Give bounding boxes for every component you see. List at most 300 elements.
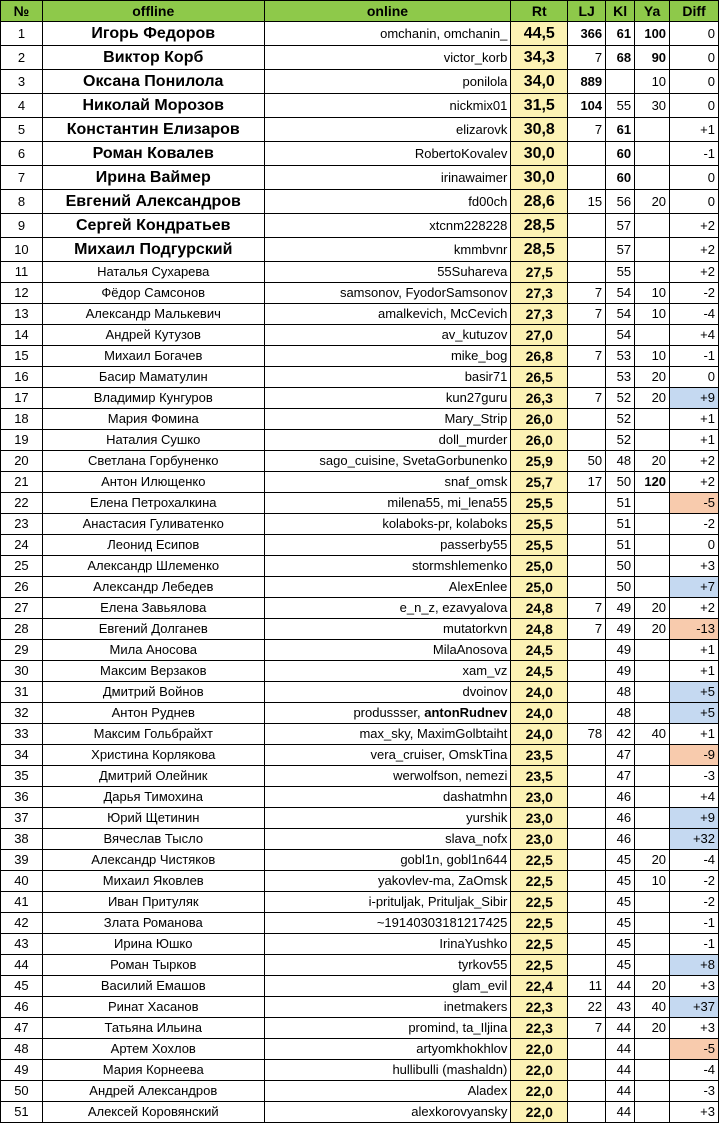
- cell-online-nick: amalkevich, McCevich: [264, 304, 511, 325]
- cell-kl: [606, 70, 635, 94]
- cell-online-nick: passerby55: [264, 535, 511, 556]
- cell-num: 45: [1, 976, 43, 997]
- cell-ya: [635, 808, 670, 829]
- cell-diff: -5: [670, 493, 719, 514]
- cell-rt: 30,8: [511, 118, 568, 142]
- table-row: [1, 238, 719, 262]
- cell-rt: 34,0: [511, 70, 568, 94]
- cell-rt: 22,5: [511, 850, 568, 871]
- cell-ya: [635, 556, 670, 577]
- table-row: [1, 955, 719, 976]
- cell-diff: +3: [670, 1018, 719, 1039]
- cell-online-nick: alexkorovyansky: [264, 1102, 511, 1123]
- cell-ya: [635, 214, 670, 238]
- cell-ya: 10: [635, 70, 670, 94]
- cell-diff: +1: [670, 640, 719, 661]
- cell-diff: 0: [670, 22, 719, 46]
- cell-lj: [568, 1039, 606, 1060]
- cell-diff: +1: [670, 724, 719, 745]
- cell-offline-name: Оксана Понилола: [42, 70, 264, 94]
- cell-offline-name: Игорь Федоров: [42, 22, 264, 46]
- cell-num: 42: [1, 913, 43, 934]
- cell-num: 26: [1, 577, 43, 598]
- cell-rt: 27,3: [511, 283, 568, 304]
- cell-ya: 10: [635, 283, 670, 304]
- cell-online-nick: basir71: [264, 367, 511, 388]
- cell-ya: [635, 262, 670, 283]
- cell-offline-name: Ирина Ваймер: [42, 166, 264, 190]
- cell-num: 32: [1, 703, 43, 724]
- cell-offline-name: Евгений Долганев: [42, 619, 264, 640]
- cell-kl: 45: [606, 955, 635, 976]
- cell-online-nick: [264, 703, 511, 724]
- cell-rt: 28,6: [511, 190, 568, 214]
- cell-offline-name: Михаил Подгурский: [42, 238, 264, 262]
- cell-lj: [568, 703, 606, 724]
- cell-offline-name: Наталья Сухарева: [42, 262, 264, 283]
- cell-kl: 43: [606, 997, 635, 1018]
- cell-rt: 22,3: [511, 1018, 568, 1039]
- table-row: [1, 451, 719, 472]
- cell-online-nick: Aladex: [264, 1081, 511, 1102]
- cell-offline-name: Мария Корнеева: [42, 1060, 264, 1081]
- table-row: [1, 598, 719, 619]
- cell-online-nick: mike_bog: [264, 346, 511, 367]
- cell-offline-name: Дмитрий Войнов: [42, 682, 264, 703]
- cell-lj: [568, 955, 606, 976]
- cell-online-nick: MilaAnosova: [264, 640, 511, 661]
- cell-num: 35: [1, 766, 43, 787]
- table-row: [1, 46, 719, 70]
- header-num: №: [1, 1, 43, 22]
- cell-rt: 25,7: [511, 472, 568, 493]
- cell-ya: 120: [635, 472, 670, 493]
- cell-rt: 25,5: [511, 493, 568, 514]
- cell-kl: 57: [606, 214, 635, 238]
- cell-lj: [568, 142, 606, 166]
- header-lj: LJ: [568, 1, 606, 22]
- cell-offline-name: Фёдор Самсонов: [42, 283, 264, 304]
- cell-num: 25: [1, 556, 43, 577]
- table-row: [1, 787, 719, 808]
- cell-online-nick: av_kutuzov: [264, 325, 511, 346]
- cell-num: 49: [1, 1060, 43, 1081]
- cell-online-nick: ~19140303181217425: [264, 913, 511, 934]
- table-row: [1, 142, 719, 166]
- cell-online-nick: artyomkhokhlov: [264, 1039, 511, 1060]
- cell-num: 16: [1, 367, 43, 388]
- table-row: [1, 1039, 719, 1060]
- cell-num: 5: [1, 118, 43, 142]
- cell-online-nick: werwolfson, nemezi: [264, 766, 511, 787]
- cell-num: 12: [1, 283, 43, 304]
- cell-online-nick: e_n_z, ezavyalova: [264, 598, 511, 619]
- cell-rt: 22,0: [511, 1039, 568, 1060]
- cell-lj: [568, 787, 606, 808]
- cell-ya: 20: [635, 388, 670, 409]
- cell-lj: 15: [568, 190, 606, 214]
- cell-lj: [568, 514, 606, 535]
- cell-rt: 22,0: [511, 1081, 568, 1102]
- header-online: online: [264, 1, 511, 22]
- cell-ya: [635, 1102, 670, 1123]
- cell-online-nick: xam_vz: [264, 661, 511, 682]
- cell-rt: 25,5: [511, 535, 568, 556]
- cell-offline-name: Дмитрий Олейник: [42, 766, 264, 787]
- cell-diff: +9: [670, 388, 719, 409]
- table-row: [1, 766, 719, 787]
- cell-lj: 22: [568, 997, 606, 1018]
- cell-kl: 46: [606, 808, 635, 829]
- table-row: [1, 535, 719, 556]
- cell-online-nick: dvoinov: [264, 682, 511, 703]
- cell-rt: 24,5: [511, 661, 568, 682]
- cell-lj: [568, 325, 606, 346]
- cell-lj: [568, 871, 606, 892]
- cell-online-nick: fd00ch: [264, 190, 511, 214]
- cell-lj: [568, 430, 606, 451]
- online-nick-bold-part: antonRudnev: [424, 705, 508, 720]
- table-row: [1, 1081, 719, 1102]
- cell-ya: 20: [635, 619, 670, 640]
- cell-ya: [635, 766, 670, 787]
- cell-rt: 24,8: [511, 598, 568, 619]
- cell-num: 44: [1, 955, 43, 976]
- cell-offline-name: Мария Фомина: [42, 409, 264, 430]
- table-row: [1, 871, 719, 892]
- table-row: [1, 214, 719, 238]
- cell-lj: 7: [568, 304, 606, 325]
- cell-ya: [635, 430, 670, 451]
- table-row: [1, 1102, 719, 1123]
- cell-lj: [568, 850, 606, 871]
- cell-diff: -2: [670, 283, 719, 304]
- cell-offline-name: Максим Гольбрайхт: [42, 724, 264, 745]
- cell-offline-name: Вячеслав Тысло: [42, 829, 264, 850]
- cell-kl: 49: [606, 640, 635, 661]
- cell-rt: 23,5: [511, 766, 568, 787]
- cell-online-nick: stormshlemenko: [264, 556, 511, 577]
- cell-ya: [635, 1039, 670, 1060]
- cell-online-nick: kmmbvnr: [264, 238, 511, 262]
- cell-lj: 7: [568, 46, 606, 70]
- cell-lj: [568, 829, 606, 850]
- table-row: [1, 850, 719, 871]
- cell-num: 14: [1, 325, 43, 346]
- cell-lj: 17: [568, 472, 606, 493]
- cell-online-nick: Mary_Strip: [264, 409, 511, 430]
- cell-kl: 50: [606, 577, 635, 598]
- cell-offline-name: Николай Морозов: [42, 94, 264, 118]
- cell-ya: [635, 118, 670, 142]
- cell-rt: 30,0: [511, 166, 568, 190]
- cell-num: 40: [1, 871, 43, 892]
- cell-ya: 20: [635, 850, 670, 871]
- cell-kl: 49: [606, 598, 635, 619]
- cell-kl: 51: [606, 514, 635, 535]
- cell-kl: 44: [606, 1039, 635, 1060]
- cell-online-nick: gobl1n, gobl1n644: [264, 850, 511, 871]
- cell-offline-name: Михаил Богачев: [42, 346, 264, 367]
- cell-num: 31: [1, 682, 43, 703]
- cell-ya: [635, 535, 670, 556]
- cell-online-nick: IrinaYushko: [264, 934, 511, 955]
- cell-kl: 44: [606, 1102, 635, 1123]
- cell-num: 27: [1, 598, 43, 619]
- cell-kl: 61: [606, 22, 635, 46]
- cell-rt: 25,0: [511, 577, 568, 598]
- cell-diff: +9: [670, 808, 719, 829]
- cell-lj: [568, 808, 606, 829]
- cell-online-nick: tyrkov55: [264, 955, 511, 976]
- cell-num: 50: [1, 1081, 43, 1102]
- cell-online-nick: promind, ta_Iljina: [264, 1018, 511, 1039]
- cell-ya: [635, 745, 670, 766]
- cell-num: 15: [1, 346, 43, 367]
- cell-ya: 10: [635, 871, 670, 892]
- cell-rt: 24,0: [511, 724, 568, 745]
- cell-kl: 55: [606, 262, 635, 283]
- table-row: [1, 22, 719, 46]
- cell-num: 29: [1, 640, 43, 661]
- cell-lj: 104: [568, 94, 606, 118]
- cell-online-nick: yurshik: [264, 808, 511, 829]
- cell-rt: 23,0: [511, 829, 568, 850]
- cell-rt: 30,0: [511, 142, 568, 166]
- cell-offline-name: Владимир Кунгуров: [42, 388, 264, 409]
- cell-diff: +2: [670, 262, 719, 283]
- table-row: [1, 976, 719, 997]
- cell-offline-name: Елена Завьялова: [42, 598, 264, 619]
- cell-num: 46: [1, 997, 43, 1018]
- cell-offline-name: Злата Романова: [42, 913, 264, 934]
- cell-num: 47: [1, 1018, 43, 1039]
- cell-rt: 26,5: [511, 367, 568, 388]
- table-row: [1, 745, 719, 766]
- cell-kl: 42: [606, 724, 635, 745]
- cell-diff: +2: [670, 214, 719, 238]
- cell-num: 4: [1, 94, 43, 118]
- cell-rt: 34,3: [511, 46, 568, 70]
- cell-ya: [635, 409, 670, 430]
- cell-offline-name: Леонид Есипов: [42, 535, 264, 556]
- table-row: [1, 892, 719, 913]
- cell-ya: 20: [635, 976, 670, 997]
- cell-lj: 7: [568, 346, 606, 367]
- cell-lj: 7: [568, 1018, 606, 1039]
- cell-kl: 44: [606, 1018, 635, 1039]
- cell-ya: [635, 787, 670, 808]
- table-row: [1, 430, 719, 451]
- cell-kl: 60: [606, 166, 635, 190]
- table-row: [1, 1018, 719, 1039]
- cell-online-nick: elizarovk: [264, 118, 511, 142]
- cell-offline-name: Константин Елизаров: [42, 118, 264, 142]
- cell-ya: 20: [635, 451, 670, 472]
- cell-ya: [635, 703, 670, 724]
- cell-lj: [568, 682, 606, 703]
- cell-lj: 50: [568, 451, 606, 472]
- cell-diff: -2: [670, 871, 719, 892]
- cell-diff: -1: [670, 142, 719, 166]
- table-row: [1, 346, 719, 367]
- cell-ya: [635, 892, 670, 913]
- table-row: [1, 913, 719, 934]
- cell-rt: 24,5: [511, 640, 568, 661]
- cell-rt: 22,5: [511, 913, 568, 934]
- cell-rt: 22,0: [511, 1060, 568, 1081]
- cell-ya: [635, 913, 670, 934]
- cell-online-nick: victor_korb: [264, 46, 511, 70]
- cell-num: 38: [1, 829, 43, 850]
- cell-offline-name: Юрий Щетинин: [42, 808, 264, 829]
- cell-offline-name: Анастасия Гуливатенко: [42, 514, 264, 535]
- cell-online-nick: max_sky, MaximGolbtaiht: [264, 724, 511, 745]
- cell-online-nick: doll_murder: [264, 430, 511, 451]
- table-row: [1, 997, 719, 1018]
- table-row: [1, 118, 719, 142]
- cell-online-nick: vera_cruiser, OmskTina: [264, 745, 511, 766]
- cell-kl: 57: [606, 238, 635, 262]
- cell-diff: -3: [670, 766, 719, 787]
- cell-kl: 61: [606, 118, 635, 142]
- cell-num: 19: [1, 430, 43, 451]
- cell-kl: 54: [606, 304, 635, 325]
- cell-kl: 47: [606, 766, 635, 787]
- cell-diff: +2: [670, 238, 719, 262]
- cell-ya: [635, 640, 670, 661]
- cell-num: 21: [1, 472, 43, 493]
- cell-ya: [635, 577, 670, 598]
- cell-diff: +5: [670, 703, 719, 724]
- cell-num: 22: [1, 493, 43, 514]
- table-row: [1, 640, 719, 661]
- cell-rt: 23,5: [511, 745, 568, 766]
- cell-kl: 52: [606, 430, 635, 451]
- table-row: [1, 556, 719, 577]
- cell-num: 8: [1, 190, 43, 214]
- cell-lj: [568, 577, 606, 598]
- cell-diff: +4: [670, 325, 719, 346]
- cell-lj: 7: [568, 598, 606, 619]
- cell-offline-name: Роман Тырков: [42, 955, 264, 976]
- cell-diff: +1: [670, 409, 719, 430]
- cell-lj: [568, 493, 606, 514]
- cell-offline-name: Мила Аносова: [42, 640, 264, 661]
- cell-online-nick: ponilola: [264, 70, 511, 94]
- cell-online-nick: snaf_omsk: [264, 472, 511, 493]
- cell-online-nick: sago_cuisine, SvetaGorbunenko: [264, 451, 511, 472]
- cell-ya: [635, 514, 670, 535]
- cell-offline-name: Александр Малькевич: [42, 304, 264, 325]
- cell-kl: 45: [606, 871, 635, 892]
- cell-diff: -2: [670, 892, 719, 913]
- cell-kl: 45: [606, 934, 635, 955]
- cell-num: 7: [1, 166, 43, 190]
- cell-ya: [635, 661, 670, 682]
- table-row: [1, 493, 719, 514]
- cell-offline-name: Евгений Александров: [42, 190, 264, 214]
- table-row: [1, 304, 719, 325]
- cell-lj: 7: [568, 619, 606, 640]
- cell-kl: 50: [606, 556, 635, 577]
- cell-ya: [635, 142, 670, 166]
- cell-num: 43: [1, 934, 43, 955]
- cell-num: 33: [1, 724, 43, 745]
- cell-lj: 7: [568, 283, 606, 304]
- cell-kl: 52: [606, 388, 635, 409]
- cell-lj: [568, 934, 606, 955]
- cell-ya: [635, 1081, 670, 1102]
- cell-diff: 0: [670, 166, 719, 190]
- cell-ya: [635, 934, 670, 955]
- cell-online-nick: glam_evil: [264, 976, 511, 997]
- cell-diff: +5: [670, 682, 719, 703]
- cell-diff: 0: [670, 94, 719, 118]
- cell-offline-name: Иван Притуляк: [42, 892, 264, 913]
- cell-ya: 40: [635, 997, 670, 1018]
- table-row: [1, 166, 719, 190]
- cell-diff: +3: [670, 556, 719, 577]
- cell-lj: 11: [568, 976, 606, 997]
- cell-num: 2: [1, 46, 43, 70]
- header-row: [1, 1, 719, 22]
- cell-rt: 23,0: [511, 787, 568, 808]
- cell-kl: 51: [606, 535, 635, 556]
- cell-lj: [568, 556, 606, 577]
- cell-online-nick: slava_nofx: [264, 829, 511, 850]
- cell-kl: 68: [606, 46, 635, 70]
- cell-online-nick: AlexEnlee: [264, 577, 511, 598]
- cell-lj: [568, 892, 606, 913]
- cell-offline-name: Христина Корлякова: [42, 745, 264, 766]
- cell-offline-name: Наталия Сушко: [42, 430, 264, 451]
- cell-offline-name: Василий Емашов: [42, 976, 264, 997]
- cell-rt: 44,5: [511, 22, 568, 46]
- table-row: [1, 325, 719, 346]
- cell-num: 39: [1, 850, 43, 871]
- cell-lj: [568, 1060, 606, 1081]
- cell-online-nick: kun27guru: [264, 388, 511, 409]
- cell-ya: 100: [635, 22, 670, 46]
- cell-kl: 49: [606, 661, 635, 682]
- cell-ya: 40: [635, 724, 670, 745]
- cell-num: 9: [1, 214, 43, 238]
- cell-lj: [568, 745, 606, 766]
- cell-kl: 60: [606, 142, 635, 166]
- cell-offline-name: Дарья Тимохина: [42, 787, 264, 808]
- cell-num: 48: [1, 1039, 43, 1060]
- cell-ya: [635, 166, 670, 190]
- cell-kl: 46: [606, 829, 635, 850]
- cell-rt: 24,8: [511, 619, 568, 640]
- table-row: [1, 409, 719, 430]
- cell-kl: 56: [606, 190, 635, 214]
- cell-diff: 0: [670, 70, 719, 94]
- table-row: [1, 724, 719, 745]
- cell-offline-name: Светлана Горбуненко: [42, 451, 264, 472]
- table-row: [1, 283, 719, 304]
- cell-rt: 22,3: [511, 997, 568, 1018]
- table-row: [1, 388, 719, 409]
- cell-diff: +4: [670, 787, 719, 808]
- cell-diff: +32: [670, 829, 719, 850]
- cell-rt: 31,5: [511, 94, 568, 118]
- cell-offline-name: Александр Лебедев: [42, 577, 264, 598]
- cell-ya: 20: [635, 190, 670, 214]
- cell-rt: 27,3: [511, 304, 568, 325]
- cell-offline-name: Александр Шлеменко: [42, 556, 264, 577]
